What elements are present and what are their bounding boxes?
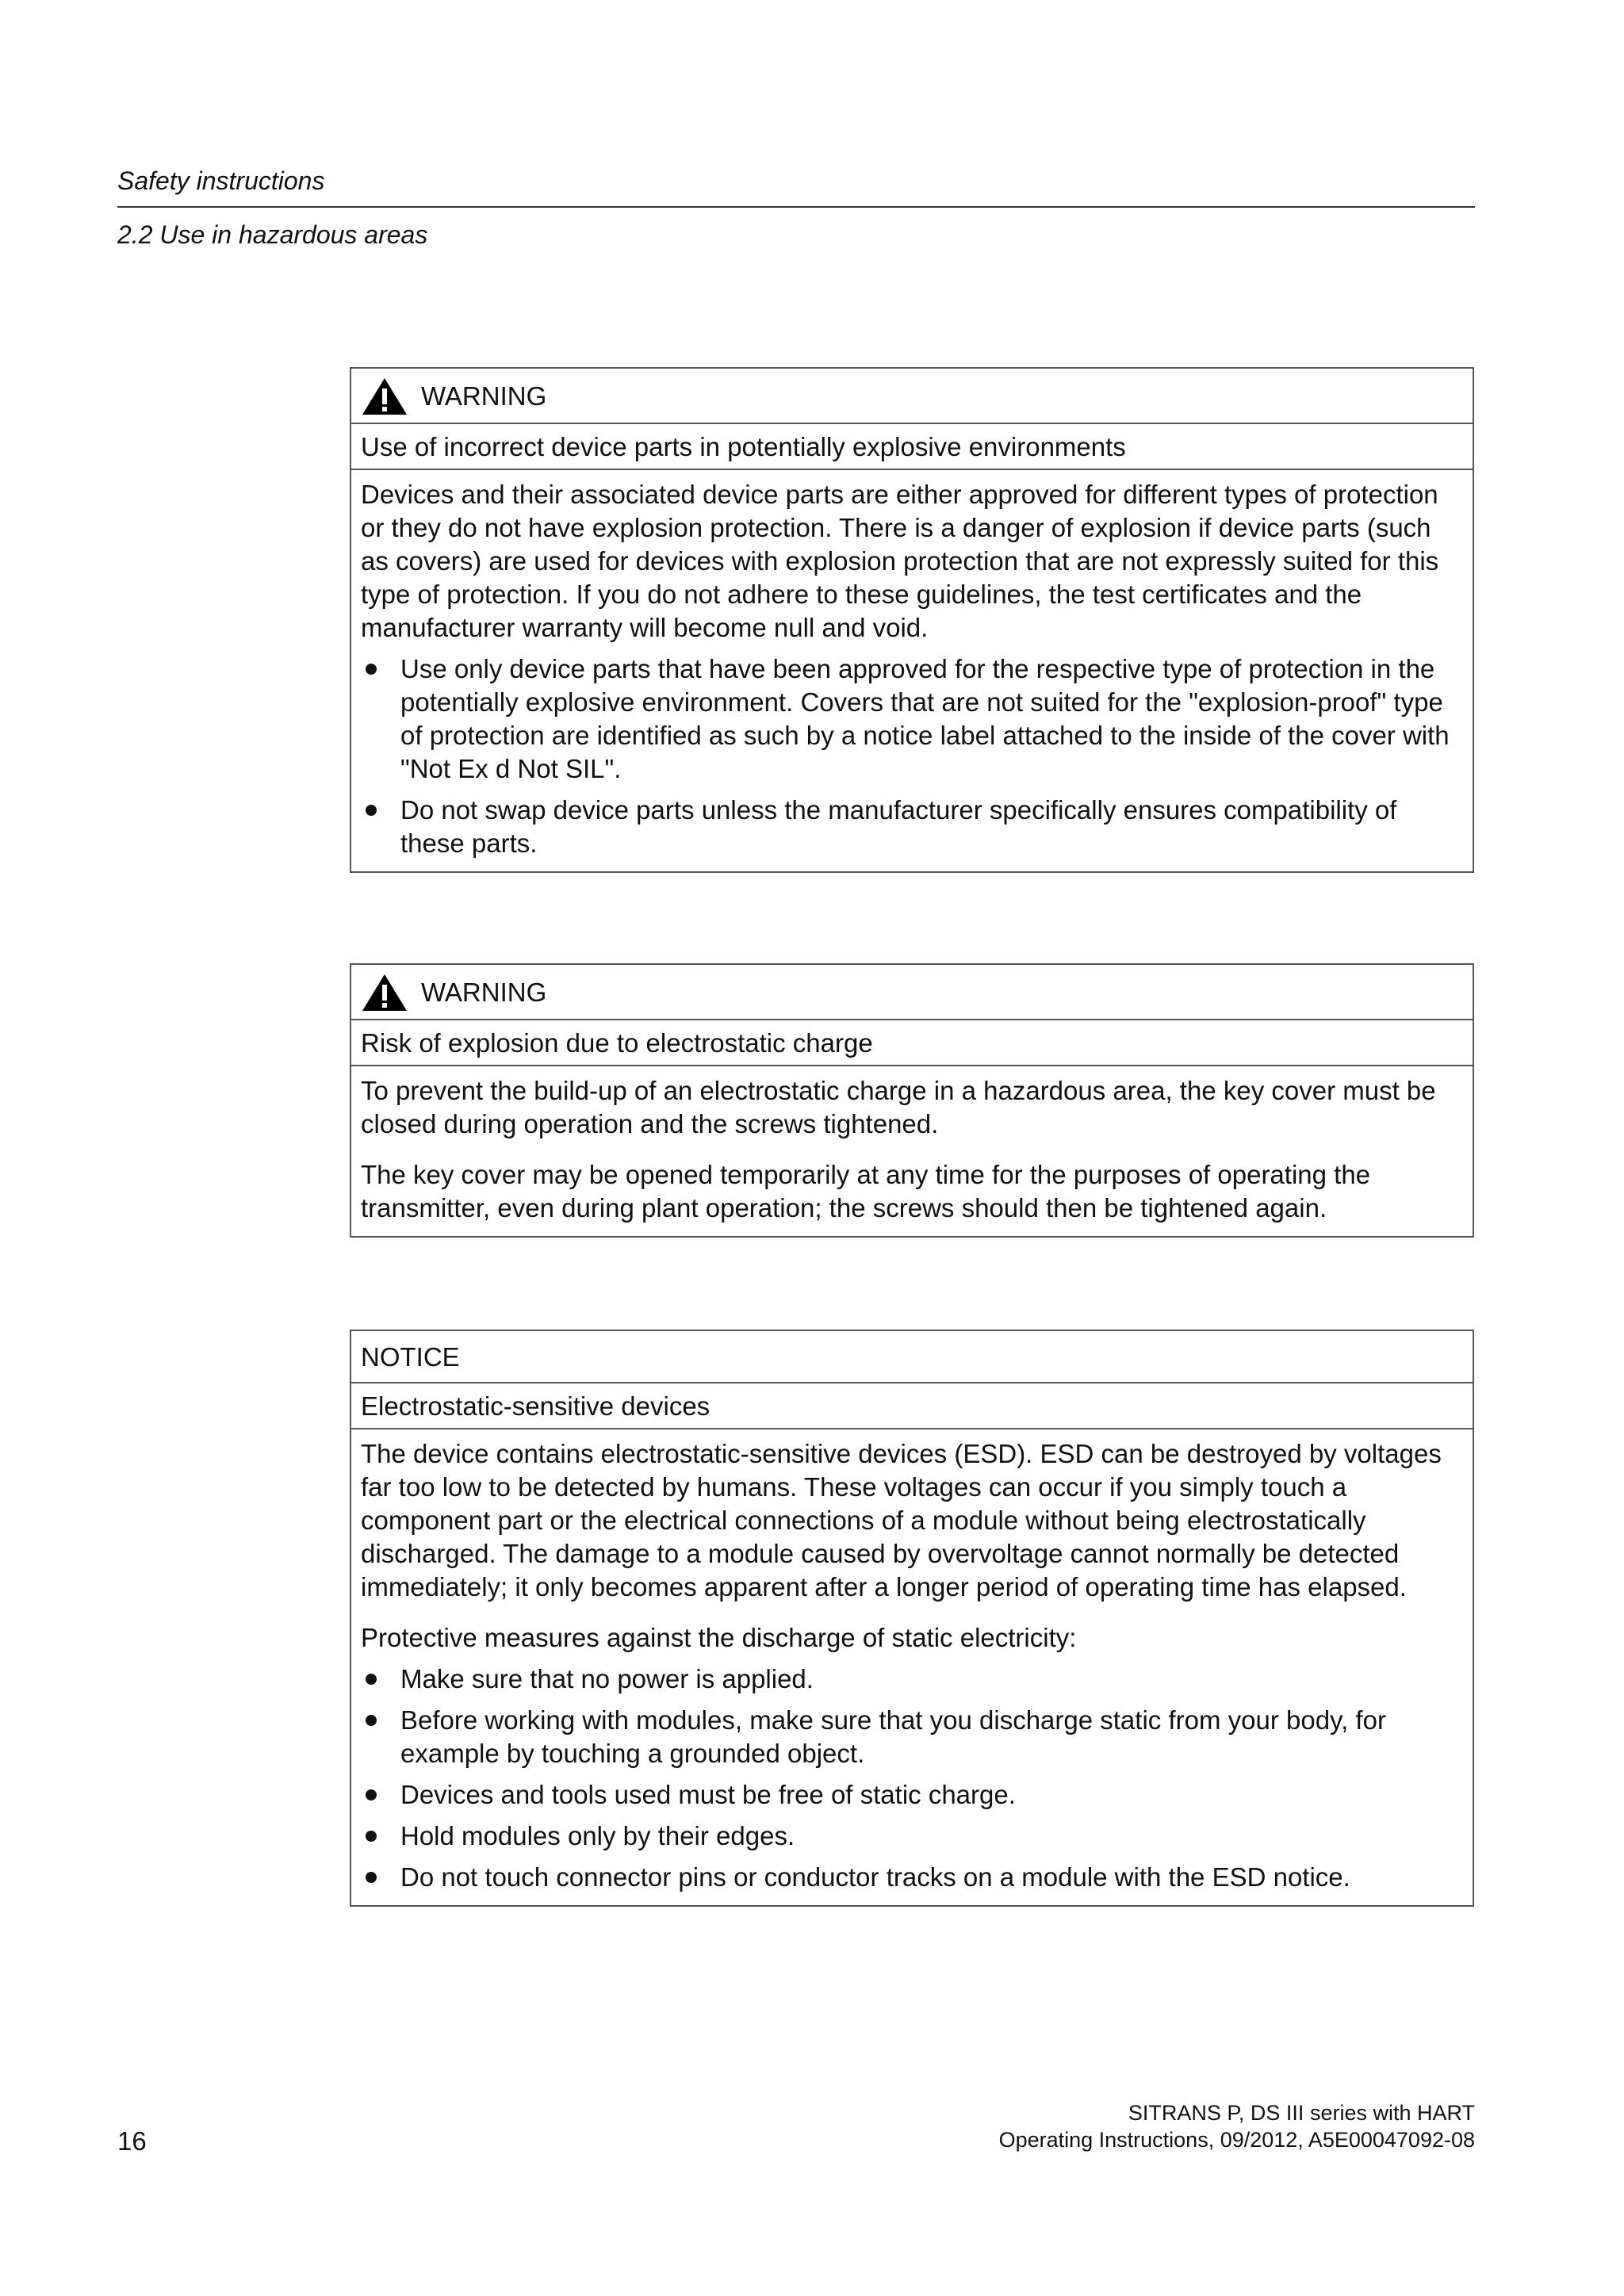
footer-product: SITRANS P, DS III series with HART [1128, 2101, 1475, 2125]
warning-body [351, 1066, 1473, 1236]
warning-box-header [351, 369, 1473, 424]
warning-label: WARNING [421, 978, 547, 1007]
bullet-icon [366, 1674, 377, 1685]
warning-box-incorrect-parts [350, 367, 1474, 873]
warning-triangle-icon [361, 377, 408, 416]
warning-title-row [351, 424, 1473, 470]
warning-paragraph: To prevent the build-up of an electrostatic charge in a hazardous area, the key cover must be closed during operation and the screws tightened. [361, 1076, 1436, 1138]
notice-title: Electrostatic-sensitive devices [361, 1391, 710, 1421]
footer-doc-info [999, 2099, 1475, 2153]
list-item: Do not touch connector pins or conductor tracks on a module with the ESD notice. [361, 1861, 1463, 1894]
page-header [117, 165, 1475, 251]
warning-title-row [351, 1020, 1473, 1066]
list-item: Do not swap device parts unless the manufacturer specifically ensures compatibility of these parts. [361, 794, 1463, 860]
bullet-icon [366, 1872, 377, 1883]
warning-title: Use of incorrect device parts in potentially explosive environments [361, 432, 1126, 461]
notice-label: NOTICE [361, 1342, 460, 1372]
header-section: Safety instructions [117, 166, 325, 195]
notice-intro: Protective measures against the discharge of static electricity: [361, 1623, 1077, 1652]
header-rule [117, 206, 1475, 208]
warning-bullet-list [361, 652, 1463, 860]
warning-body [351, 470, 1473, 871]
list-item: Use only device parts that have been approved for the respective type of protection in the potentially explosive environment. Covers that are not suited for the "explosion-proof" type of protection are identified as such by a notice label attached to the inside of the cover with "Not Ex d Not SIL". [361, 652, 1463, 786]
bullet-icon [366, 805, 377, 816]
warning-label: WARNING [421, 381, 547, 411]
warning-triangle-icon [361, 973, 408, 1012]
warning-box-header [351, 965, 1473, 1020]
list-item: Before working with modules, make sure that you discharge static from your body, for example by touching a grounded object. [361, 1704, 1463, 1770]
page-number: 16 [117, 2126, 147, 2156]
bullet-icon [366, 1715, 377, 1726]
bullet-icon [366, 1831, 377, 1842]
bullet-icon [366, 664, 377, 675]
notice-title-row [351, 1383, 1473, 1429]
notice-box-header [351, 1331, 1473, 1383]
list-item: Devices and tools used must be free of static charge. [361, 1778, 1463, 1812]
notice-paragraph: The device contains electrostatic-sensitive devices (ESD). ESD can be destroyed by voltages far too low to be detected by humans. These voltages can occur if you simply touch a component part or the electrical connections of a module without being electrostatically discharged. The damage to a module caused by overvoltage cannot normally be detected immediately; it only becomes apparent after a longer period of operating time has elapsed. [361, 1439, 1442, 1601]
warning-paragraph: Devices and their associated device parts are either approved for different types of protection or they do not have explosion protection. There is a danger of explosion if device parts (such as covers) are used for devices with explosion protection that are not expressly suited for this type of protection. If you do not adhere to these guidelines, the test certificates and the manufacturer warranty will become null and void. [361, 480, 1439, 642]
footer-doc-details: Operating Instructions, 09/2012, A5E00047092-08 [998, 2128, 1475, 2152]
notice-box-esd [350, 1330, 1474, 1907]
bullet-icon [366, 1789, 377, 1800]
notice-body [351, 1429, 1473, 1905]
warning-paragraph: The key cover may be opened temporarily at any time for the purposes of operating the transmitter, even during plant operation; the screws should then be tightened again. [361, 1160, 1371, 1223]
warning-box-electrostatic [350, 963, 1474, 1238]
list-item: Make sure that no power is applied. [361, 1663, 1463, 1696]
notice-bullet-list [361, 1663, 1463, 1894]
header-subsection: 2.2 Use in hazardous areas [117, 220, 428, 249]
warning-title: Risk of explosion due to electrostatic charge [361, 1028, 873, 1058]
list-item: Hold modules only by their edges. [361, 1820, 1463, 1853]
